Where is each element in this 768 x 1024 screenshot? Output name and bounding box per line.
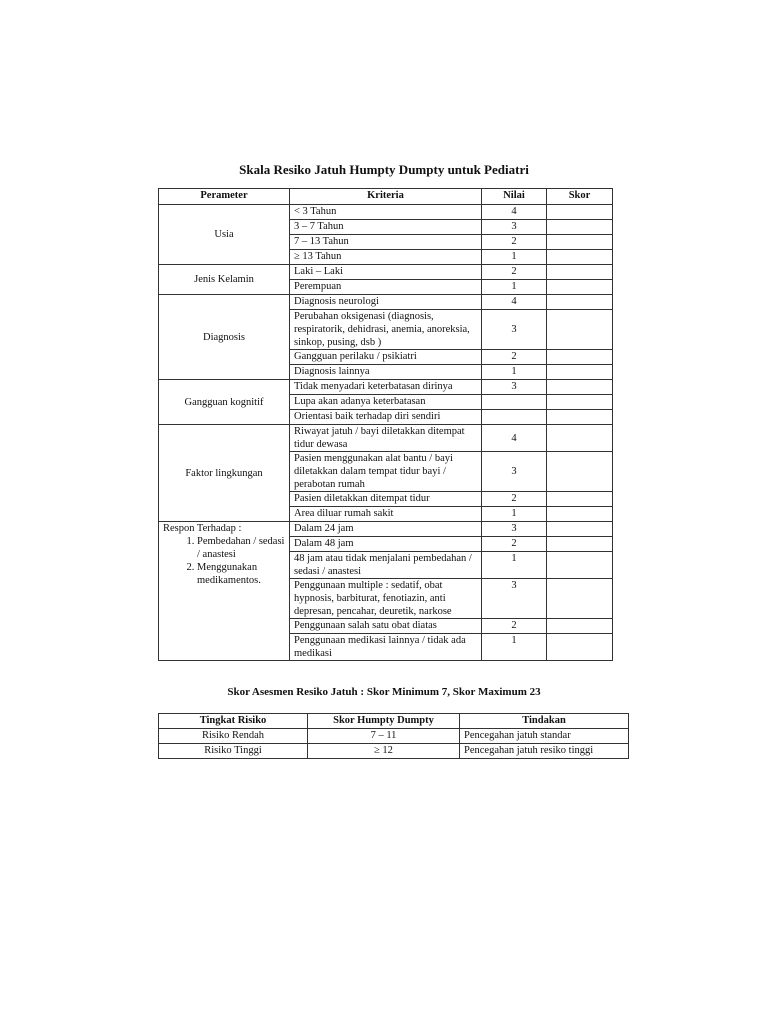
nilai-cell: 2 <box>482 537 547 552</box>
parameter-jenis-kelamin: Jenis Kelamin <box>159 265 290 295</box>
skor-cell <box>547 425 613 452</box>
skor-cell <box>547 220 613 235</box>
skor-cell <box>547 350 613 365</box>
skor-cell <box>547 522 613 537</box>
table-row <box>159 522 613 537</box>
skor-cell <box>547 579 613 619</box>
skor-cell <box>547 507 613 522</box>
document-title: Skala Resiko Jatuh Humpty Dumpty untuk Pediatri <box>239 162 529 177</box>
header-skor: Skor <box>547 189 613 205</box>
skor-cell <box>547 250 613 265</box>
header-kriteria: Kriteria <box>290 189 482 205</box>
kriteria-cell: 7 – 13 Tahun <box>290 235 482 250</box>
nilai-cell: 2 <box>482 235 547 250</box>
skor-cell <box>547 235 613 250</box>
kriteria-cell: Penggunaan medikasi lainnya / tidak ada medikasi <box>290 634 482 661</box>
kriteria-cell: Pasien diletakkan ditempat tidur <box>290 492 482 507</box>
skor-cell <box>547 205 613 220</box>
kriteria-cell: < 3 Tahun <box>290 205 482 220</box>
humpty-dumpty-score-table <box>158 188 613 661</box>
skor-cell <box>547 380 613 395</box>
nilai-cell: 3 <box>482 522 547 537</box>
table-row <box>159 425 613 452</box>
kriteria-cell: Area diluar rumah sakit <box>290 507 482 522</box>
risk-level-table <box>158 713 629 759</box>
header-tindakan: Tindakan <box>460 714 629 729</box>
table-row <box>159 265 613 280</box>
kriteria-cell: Penggunaan multiple : sedatif, obat hypnosis, barbiturat, fenotiazin, anti depresan, pencahar, deuretik, narkose <box>290 579 482 619</box>
kriteria-cell: Diagnosis lainnya <box>290 365 482 380</box>
table-header-row <box>159 714 629 729</box>
nilai-cell <box>482 395 547 410</box>
skor-range-cell: ≥ 12 <box>308 744 460 759</box>
header-skor-humpty-dumpty: Skor Humpty Dumpty <box>308 714 460 729</box>
kriteria-cell: Pasien menggunakan alat bantu / bayi diletakkan dalam tempat tidur bayi / perabotan rumah <box>290 452 482 492</box>
nilai-cell: 3 <box>482 579 547 619</box>
skor-range-cell: 7 – 11 <box>308 729 460 744</box>
skor-cell <box>547 634 613 661</box>
kriteria-cell: ≥ 13 Tahun <box>290 250 482 265</box>
nilai-cell: 1 <box>482 507 547 522</box>
kriteria-cell: Orientasi baik terhadap diri sendiri <box>290 410 482 425</box>
parameter-faktor-lingkungan: Faktor lingkungan <box>159 425 290 522</box>
skor-cell <box>547 452 613 492</box>
kriteria-cell: Dalam 48 jam <box>290 537 482 552</box>
tindakan-cell: Pencegahan jatuh standar <box>460 729 629 744</box>
nilai-cell: 1 <box>482 365 547 380</box>
kriteria-cell: Gangguan perilaku / psikiatri <box>290 350 482 365</box>
tingkat-cell: Risiko Tinggi <box>159 744 308 759</box>
parameter-gangguan-kognitif: Gangguan kognitif <box>159 380 290 425</box>
score-range-subtitle: Skor Asesmen Resiko Jatuh : Skor Minimum 7, Skor Maximum 23 <box>227 686 541 698</box>
skor-cell <box>547 619 613 634</box>
table-row <box>159 729 629 744</box>
skor-cell <box>547 295 613 310</box>
skor-cell <box>547 552 613 579</box>
skor-cell <box>547 280 613 295</box>
parameter-diagnosis: Diagnosis <box>159 295 290 380</box>
kriteria-cell: Lupa akan adanya keterbatasan <box>290 395 482 410</box>
skor-cell <box>547 537 613 552</box>
kriteria-cell: Diagnosis neurologi <box>290 295 482 310</box>
header-parameter: Perameter <box>159 189 290 205</box>
nilai-cell: 3 <box>482 380 547 395</box>
header-tingkat-risiko: Tingkat Risiko <box>159 714 308 729</box>
nilai-cell: 4 <box>482 295 547 310</box>
skor-cell <box>547 265 613 280</box>
nilai-cell: 1 <box>482 552 547 579</box>
respon-heading: Respon Terhadap : <box>163 523 242 534</box>
skor-cell <box>547 310 613 350</box>
nilai-cell: 3 <box>482 452 547 492</box>
table-row <box>159 380 613 395</box>
table-row <box>159 744 629 759</box>
kriteria-cell: Perubahan oksigenasi (diagnosis, respiratorik, dehidrasi, anemia, anoreksia, sinkop, pusing, dsb ) <box>290 310 482 350</box>
skor-cell <box>547 492 613 507</box>
respon-list <box>163 535 285 587</box>
kriteria-cell: Tidak menyadari keterbatasan dirinya <box>290 380 482 395</box>
nilai-cell: 2 <box>482 619 547 634</box>
nilai-cell <box>482 410 547 425</box>
nilai-cell: 1 <box>482 250 547 265</box>
table-header-row <box>159 189 613 205</box>
skor-cell <box>547 395 613 410</box>
skor-cell <box>547 365 613 380</box>
skor-cell <box>547 410 613 425</box>
nilai-cell: 1 <box>482 280 547 295</box>
nilai-cell: 2 <box>482 350 547 365</box>
respon-item: 1. Pembedahan / sedasi / anastesi <box>197 535 285 561</box>
nilai-cell: 3 <box>482 220 547 235</box>
respon-item: 2. Menggunakan medikamentos. <box>197 561 285 587</box>
tingkat-cell: Risiko Rendah <box>159 729 308 744</box>
header-nilai: Nilai <box>482 189 547 205</box>
kriteria-cell: Penggunaan salah satu obat diatas <box>290 619 482 634</box>
kriteria-cell: Riwayat jatuh / bayi diletakkan ditempat tidur dewasa <box>290 425 482 452</box>
nilai-cell: 3 <box>482 310 547 350</box>
kriteria-cell: 48 jam atau tidak menjalani pembedahan / sedasi / anastesi <box>290 552 482 579</box>
kriteria-cell: Dalam 24 jam <box>290 522 482 537</box>
nilai-cell: 4 <box>482 205 547 220</box>
kriteria-cell: Laki – Laki <box>290 265 482 280</box>
parameter-respon <box>159 522 290 661</box>
parameter-usia: Usia <box>159 205 290 265</box>
table-row <box>159 295 613 310</box>
nilai-cell: 2 <box>482 265 547 280</box>
nilai-cell: 4 <box>482 425 547 452</box>
table-row <box>159 205 613 220</box>
tindakan-cell: Pencegahan jatuh resiko tinggi <box>460 744 629 759</box>
nilai-cell: 1 <box>482 634 547 661</box>
kriteria-cell: Perempuan <box>290 280 482 295</box>
kriteria-cell: 3 – 7 Tahun <box>290 220 482 235</box>
nilai-cell: 2 <box>482 492 547 507</box>
